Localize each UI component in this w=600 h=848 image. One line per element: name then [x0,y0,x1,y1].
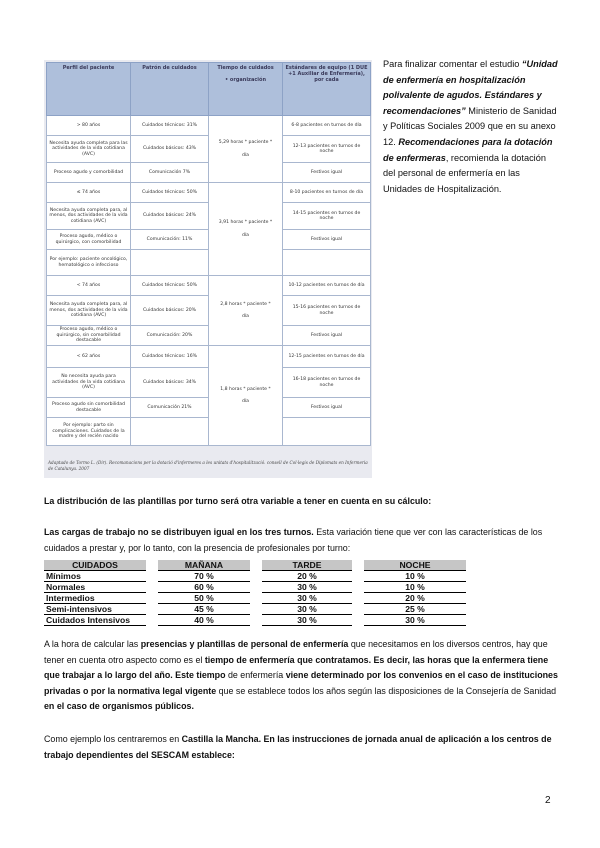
cell-tiempo-hours: 3,91 horas * paciente * [218,220,273,225]
shift-cell-cuidados: Intermedios [44,593,146,604]
cell-perfil: Necesita ayuda completa para, al menos, dos actividades de la vida cotidiana (AVC) [47,296,131,326]
shift-header-noche: NOCHE [364,560,466,571]
cell-perfil: > 80 años [47,116,131,136]
cell-tiempo [209,183,283,276]
shift-cell-noche: 10 % [364,571,466,582]
cell-tiempo [209,116,283,183]
para-nursing-bold-2: presencias y plantillas de personal de enfermería [140,639,349,649]
para-nursing-text-1: A la hora de calcular las [44,639,141,649]
cell-patron: Cuidados básicos: 43% [131,136,209,163]
cell-patron: Cuidados técnicos: 16% [131,346,209,368]
para-nursing-time [44,637,560,715]
cell-patron: Comunicación: 20% [131,326,209,346]
cell-equipo [283,418,371,446]
cell-equipo: Festivos igual [283,230,371,250]
shift-cell-tarde: 30 % [262,593,352,604]
cell-equipo: Festivos igual [283,163,371,183]
cell-tiempo-hours: 5,29 horas * paciente * [218,140,273,145]
para-workload-text: Esta variación tiene que ver con las características de los cuidados a prestar y, por lo tanto, con la presencia de profesionales por turno: [44,527,543,553]
cell-patron: Comunicación 21% [131,398,209,418]
shift-cell-cuidados: Semi-intensivos [44,604,146,615]
para-example [44,732,560,763]
para-distribution [44,494,560,510]
cell-patron [131,418,209,446]
shift-table-body [44,571,466,626]
staffing-table-row [47,346,371,368]
shift-cell-manana: 50 % [158,593,250,604]
cell-tiempo-dia: día [241,399,249,404]
cell-equipo: 12-13 pacientes en turnos de noche [283,136,371,163]
cell-tiempo-dia: día [241,232,249,238]
cell-equipo [283,250,371,276]
shift-cell-noche: 20 % [364,593,466,604]
shift-table-row [44,604,466,615]
cell-perfil: Proceso agudo, médico o quirúrgico, con comorbilidad [47,230,131,250]
shift-header-tarde: TARDE [262,560,352,571]
intro-text-3: Ministerio de Sanidad y Políticas Sociales 2009 que en su anexo 12. [383,105,557,147]
cell-equipo: 16-18 pacientes en turnos de noche [283,368,371,398]
cell-tiempo-hours: 1,8 horas * paciente * [220,386,271,392]
cell-perfil: Por ejemplo: paciente oncológico, hematológico o infeccioso [47,250,131,276]
cell-perfil: < 62 años [47,346,131,368]
cell-patron: Cuidados básicos: 20% [131,296,209,326]
shift-table-row [44,571,466,582]
cell-equipo: 10-12 pacientes en turnos de día [283,276,371,296]
shift-cell-manana: 70 % [158,571,250,582]
shift-cell-tarde: 20 % [262,571,352,582]
para-workload-bold: Las cargas de trabajo no se distribuyen igual en los tres turnos. [44,527,314,537]
shift-cell-manana: 40 % [158,615,250,626]
cell-patron: Cuidados técnicos: 50% [131,276,209,296]
cell-equipo: 14-15 pacientes en turnos de noche [283,203,371,230]
cell-patron: Cuidados básicos: 34% [131,368,209,398]
staffing-table-row [47,183,371,203]
cell-tiempo-dia: día [241,314,249,319]
shift-table-row [44,615,466,626]
recommendations-title: Recomendaciones para la dotación de enfermeras [383,136,553,163]
shift-cell-manana: 45 % [158,604,250,615]
cell-tiempo-dia: día [241,152,249,158]
cell-patron [131,250,209,276]
cell-perfil: Necesita ayuda completa para, al menos, dos actividades de la vida cotidiana (AVC) [47,203,131,230]
header-perfil: Perfil del paciente [47,63,131,116]
shift-table-row [44,582,466,593]
shift-header-manana: MAÑANA [158,560,250,571]
staffing-table-row [47,116,371,136]
page-number: 2 [545,795,551,806]
cell-patron: Cuidados técnicos: 50% [131,183,209,203]
para-nursing-text-7: que se establece todos los años según las disposiciones de la Consejería de Sanidad [216,685,557,696]
shift-cell-tarde: 30 % [262,615,352,626]
cell-equipo: 15-16 pacientes en turnos de noche [283,296,371,326]
staffing-table-body [47,116,371,446]
table-source-caption: Adaptado de Tormo L. (Dir). Recomanacions per la dotació d'infermeres a les unitats d'hospitalització. consell de Col·legis de Diplomats en Infermeria de Catalunya. 2007 [48,460,368,471]
cell-perfil: No necesita ayuda para actividades de la vida cotidiana (AVC) [47,368,131,398]
cell-equipo: 8-10 pacientes en turnos de día [283,183,371,203]
shift-cell-tarde: 30 % [262,604,352,615]
para-example-text-1: Como ejemplo los centraremos en [44,734,182,744]
shift-cell-cuidados: Cuidados Intensivos [44,615,146,626]
para-nursing-text-5: de enfermería [225,670,286,680]
header-tiempo-org: • organización [224,77,267,83]
para-example-bold-2: Castilla la Mancha. En las instrucciones de jornada anual de aplicación a los centros de trabajo dependientes del SESCAM establece: [44,734,552,760]
shift-cell-manana: 60 % [158,582,250,593]
scanned-staffing-table-image [44,60,372,478]
cell-perfil: ≤ 74 años [47,183,131,203]
shift-cell-cuidados: Normales [44,582,146,593]
shift-table-row [44,593,466,604]
cell-perfil: Por ejemplo: parto sin complicaciones. Cuidados de la madre y del recién nacido [47,418,131,446]
intro-text-5: , recomienda la dotación del personal de enfermería en las Unidades de Hospitalización. [383,152,546,194]
shift-cell-noche: 25 % [364,604,466,615]
staffing-recommendations-table [46,62,371,446]
shift-header-cuidados: CUIDADOS [44,560,146,571]
para-nursing-text-3: que necesitamos en los diversos centros, hay que tener en cuenta otro aspecto como es el [44,639,548,665]
cell-equipo: Festivos igual [283,326,371,346]
para-nursing-bold-4: tiempo de enfermería que contratamos. Es decir, las horas que la enfermera tiene que trabajar a lo largo del año. Este tiempo [44,654,549,680]
para-nursing-bold-6: viene determinado por los convenios en el caso de instituciones privadas o por la normativa legal vigente [44,670,558,696]
cell-equipo: 12-15 pacientes en turnos de día [283,346,371,368]
cell-patron: Comunicación 7% [131,163,209,183]
cell-patron: Cuidados básicos: 24% [131,203,209,230]
staffing-table-header-row [47,63,371,116]
para-distribution-text: La distribución de las plantillas por turno será otra variable a tener en cuenta en su cálculo: [44,496,432,506]
shift-cell-tarde: 30 % [262,582,352,593]
cell-perfil: Proceso agudo sin comorbilidad destacable [47,398,131,418]
shift-distribution-table [44,560,466,626]
cell-tiempo-hours: 2,8 horas * paciente * [220,301,271,307]
cell-tiempo [209,346,283,446]
staffing-table-row [47,276,371,296]
shift-cell-noche: 30 % [364,615,466,626]
shift-table-header-row [44,560,466,571]
header-patron: Patrón de cuidados [131,63,209,116]
cell-perfil: Proceso agudo y comorbilidad [47,163,131,183]
intro-paragraph [383,57,559,197]
cell-equipo: Festivos igual [283,398,371,418]
shift-cell-noche: 10 % [364,582,466,593]
cell-patron: Comunicación: 11% [131,230,209,250]
header-tiempo-label: Tiempo de cuidados [217,65,274,71]
header-equipo: Estándares de equipo (1 DUE +1 Auxiliar de Enfermería), por cada [283,63,371,116]
para-nursing-bold-8: en el caso de organismos públicos. [44,701,194,711]
study-title: “Unidad de enfermería en hospitalización polivalente de agudos. Estándares y recomendaciones” [383,59,558,116]
cell-perfil: < 74 años [47,276,131,296]
cell-tiempo [209,276,283,346]
para-workload [44,525,560,556]
cell-perfil: Proceso agudo, médico o quirúrgico, sin comorbilidad destacable [47,326,131,346]
cell-perfil: Necesita ayuda completa para las actividades de la vida cotidiana (AVC) [47,136,131,163]
header-tiempo [209,63,283,116]
shift-cell-cuidados: Mínimos [44,571,146,582]
cell-equipo: 6-8 pacientes en turnos de día [283,116,371,136]
cell-patron: Cuidados técnicos: 31% [131,116,209,136]
intro-text-1: Para finalizar comentar el estudio [383,59,522,69]
